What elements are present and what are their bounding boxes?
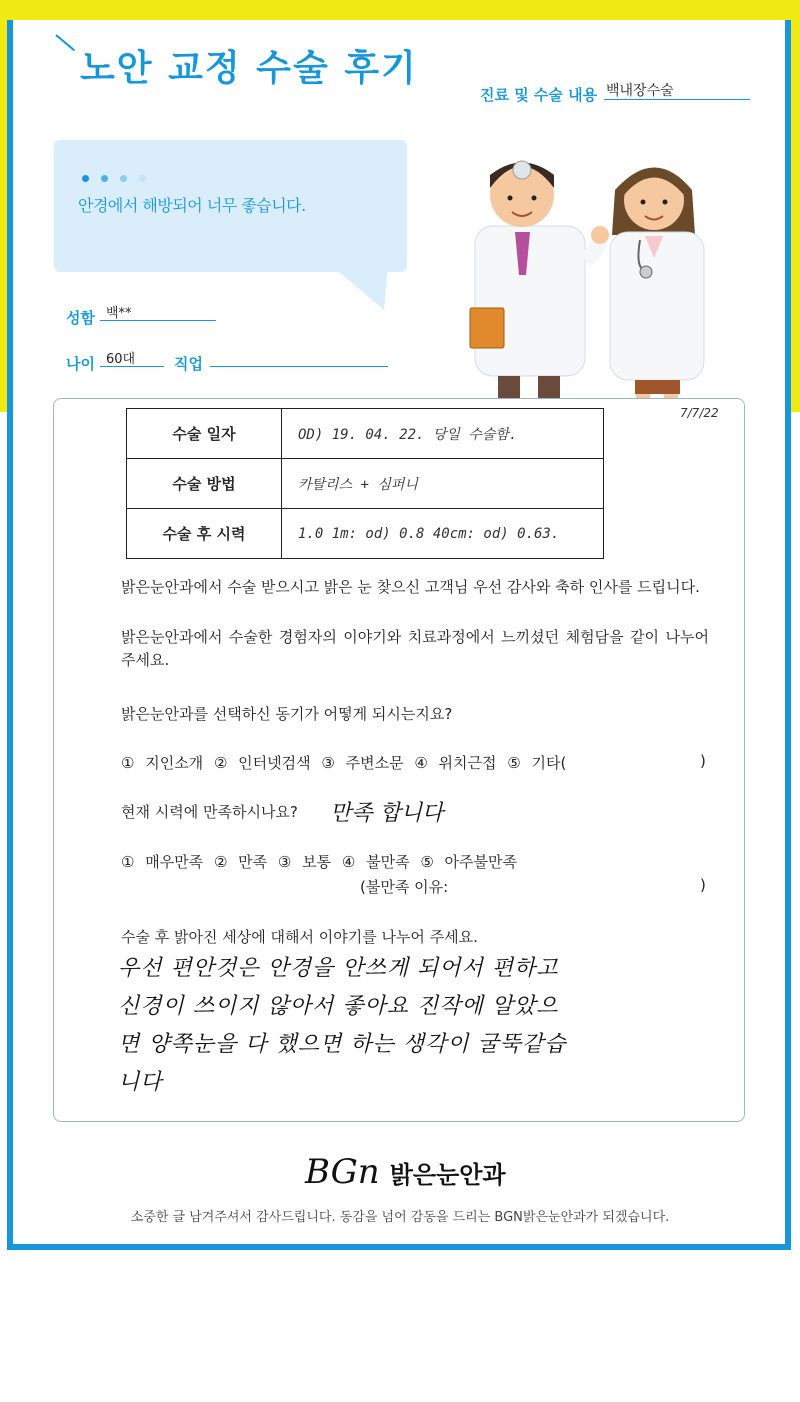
question-2-options: ① 매우만족 ② 만족 ③ 보통 ④ 불만족 ⑤ 아주불만족 bbox=[121, 853, 517, 871]
question-2-answer: 만족 합니다 bbox=[330, 801, 444, 826]
post-vision-label: 수술 후 시력 bbox=[127, 509, 282, 559]
footer-message: 소중한 글 남겨주셔서 감사드립니다. 동감을 넘어 감동을 드리는 BGN밝은눈안과가 되겠습니다. bbox=[130, 1210, 670, 1225]
surgery-info-table bbox=[126, 408, 604, 559]
intro-paragraph-2: 밝은눈안과에서 수술한 경험자의 이야기와 치료과정에서 느끼셨던 체험담을 같이 나누어주세요. bbox=[121, 628, 709, 669]
page-title: 노안 교정 수술 후기 bbox=[80, 48, 418, 89]
question-3: 수술 후 밝아진 세상에 대해서 이야기를 나누어 주세요. bbox=[121, 928, 478, 946]
name-label: 성함 bbox=[66, 309, 95, 327]
brand-logo bbox=[305, 1152, 506, 1192]
age-label: 나이 bbox=[66, 355, 95, 373]
table-row bbox=[127, 409, 604, 459]
question-1: 밝은눈안과를 선택하신 동기가 어떻게 되시는지요? bbox=[121, 705, 453, 723]
bubble-dots bbox=[82, 167, 158, 186]
treatment-value: 백내장수술 bbox=[604, 80, 750, 100]
table-row bbox=[127, 509, 604, 559]
question-2-paren-close: ) bbox=[700, 876, 706, 894]
question-2: 현재 시력에 만족하시나요? bbox=[121, 803, 298, 821]
question-1-options: ① 지인소개 ② 인터넷검색 ③ 주변소문 ④ 위치근접 ⑤ 기타( bbox=[121, 754, 567, 772]
male-doctor-icon bbox=[470, 161, 609, 412]
job-value bbox=[210, 348, 388, 367]
date-stamp: 7/7/22 bbox=[680, 406, 719, 420]
surgery-method-value: 카탈리스 + 심퍼니 bbox=[282, 459, 604, 509]
surgery-date-label: 수술 일자 bbox=[127, 409, 282, 459]
post-vision-value: 1.0 1m: od) 0.8 40cm: od) 0.63. bbox=[282, 509, 604, 559]
brand-name: 밝은눈안과 bbox=[389, 1161, 506, 1189]
dissatisfaction-reason: (불만족 이유: bbox=[360, 878, 449, 896]
surgery-method-label: 수술 방법 bbox=[127, 459, 282, 509]
question-1-paren-close: ) bbox=[700, 752, 706, 770]
name-value: 백** bbox=[100, 302, 216, 321]
job-label: 직업 bbox=[174, 355, 203, 373]
female-doctor-icon bbox=[610, 168, 704, 413]
table-row bbox=[127, 459, 604, 509]
intro-paragraph-1: 밝은눈안과에서 수술 받으시고 밝은 눈 찾으신 고객님 우선 감사와 축하 인사를 드립니다. bbox=[121, 578, 700, 596]
bubble-text: 안경에서 해방되어 너무 좋습니다. bbox=[78, 196, 306, 215]
age-value: 60대 bbox=[100, 348, 164, 367]
question-3-answer: 우선 편안것은 안경을 안쓰게 되어서 편하고 신경이 쓰이지 않아서 좋아요 진작에 알았으면 양쪽눈을 다 했으면 하는 생각이 굴뚝같습니다 bbox=[118, 956, 567, 1095]
surgery-date-value: OD) 19. 04. 22. 당일 수술함. bbox=[282, 409, 604, 459]
bgn-logo-mark: BGn bbox=[305, 1152, 380, 1192]
doctors-illustration bbox=[440, 140, 740, 412]
treatment-label: 진료 및 수술 내용 bbox=[480, 86, 598, 104]
